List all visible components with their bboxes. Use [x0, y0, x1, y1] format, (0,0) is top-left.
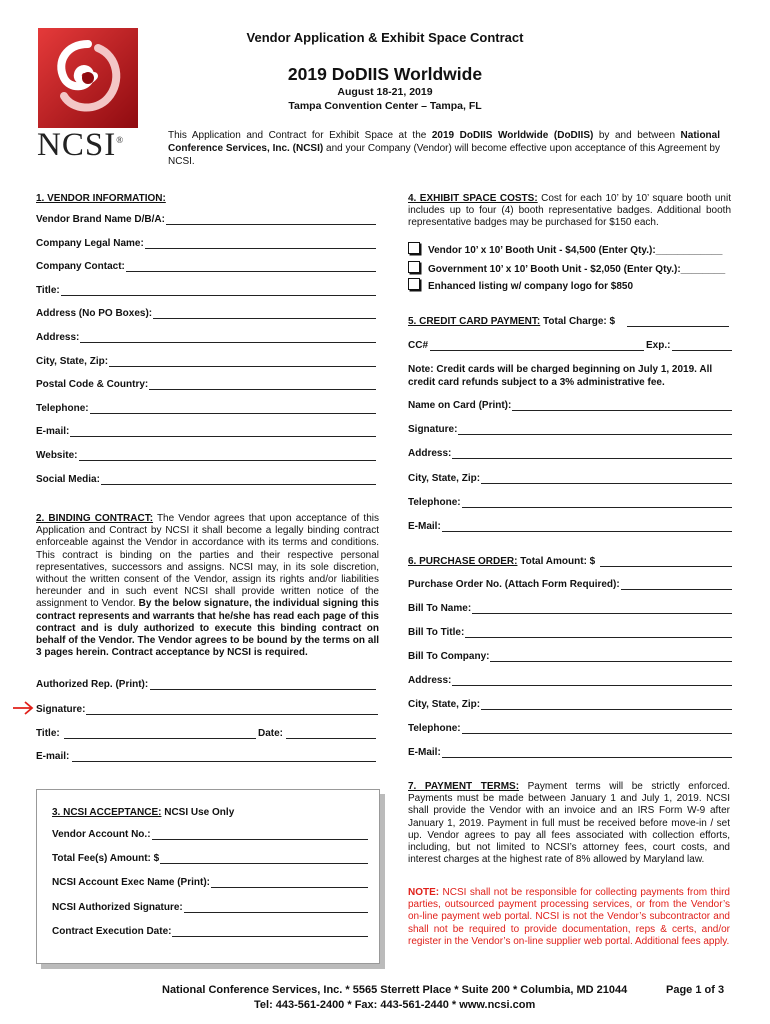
vendor-info-field[interactable] — [126, 271, 376, 272]
purchase-order-field[interactable] — [452, 685, 732, 686]
vendor-info-label: Company Contact: — [36, 261, 125, 273]
credit-card-field[interactable] — [442, 531, 732, 532]
purchase-order-label: Bill To Name: — [408, 603, 472, 614]
vendor-info-label: Vendor Brand Name D/B/A: — [36, 214, 165, 225]
acceptance-field[interactable] — [160, 863, 368, 864]
vendor-info-label: Social Media: — [36, 473, 100, 485]
acceptance-heading: 3. NCSI ACCEPTANCE: NCSI Use Only — [52, 807, 235, 818]
credit-card-field[interactable] — [462, 507, 732, 508]
credit-card-label: City, State, Zip: — [408, 472, 481, 484]
purchase-order-label: Address: — [408, 675, 452, 686]
vendor-info-label: Company Legal Name: — [36, 237, 144, 249]
arrow-icon — [13, 700, 35, 721]
page-number: Page 1 of 3 — [666, 984, 725, 996]
vendor-info-label: Website: — [36, 450, 78, 461]
purchase-order-label: E-Mail: — [408, 747, 441, 758]
email-field[interactable] — [72, 761, 376, 762]
email-label: E-mail: — [36, 751, 70, 762]
date-label: Date: — [258, 728, 284, 739]
checkbox-enhanced-listing[interactable] — [408, 278, 420, 290]
vendor-info-field[interactable] — [109, 366, 376, 367]
payment-terms-paragraph: 7. PAYMENT TERMS: Payment terms will be strictly enforced. Payments must be made between January 1 and July 1, 2019. NCSI shall provide the Vendor with an invoice and an IRS Form W-9 after January 1, 2019. Payment in full must be received before move-in / set up. Vendor agrees to pay all fees associated with collection efforts, including, but not limited to NCSI’s attorney fees, court costs, and interest charges at the highest rate of 8% allowed by Maryland law. — [408, 781, 730, 866]
vendor-info-label: Address: — [36, 332, 80, 343]
brand-text: NCSI — [37, 127, 117, 163]
purchase-order-heading: 6. PURCHASE ORDER: Total Amount: $ — [408, 556, 596, 567]
option-government-booth[interactable]: Government 10’ x 10’ Booth Unit - $2,050 (Enter Qty.):________ — [408, 261, 725, 275]
purchase-order-field[interactable] — [621, 589, 732, 590]
vendor-info-label: Postal Code & Country: — [36, 379, 149, 391]
title-label: Title: — [36, 728, 60, 739]
title-field[interactable] — [64, 738, 256, 739]
acceptance-label: Contract Execution Date: — [52, 925, 172, 937]
purchase-order-field[interactable] — [442, 757, 732, 758]
purchase-order-field[interactable] — [465, 637, 732, 638]
option-vendor-booth[interactable]: Vendor 10’ x 10’ Booth Unit - $4,500 (Enter Qty.):____________ — [408, 242, 722, 256]
credit-card-note: Note: Credit cards will be charged beginning on July 1, 2019. All credit card refunds subject to a 3% administrative fee. — [408, 364, 713, 388]
event-dates: August 18-21, 2019 — [337, 86, 433, 98]
vendor-info-label: Telephone: — [36, 402, 89, 414]
credit-card-field[interactable] — [481, 483, 732, 484]
signature-label: Signature: — [36, 704, 86, 715]
purchase-order-label: Telephone: — [408, 723, 461, 734]
cc-exp-label: Exp.: — [646, 340, 671, 351]
purchase-order-label: Bill To Title: — [408, 627, 465, 638]
acceptance-field[interactable] — [172, 936, 368, 937]
checkbox-vendor-booth[interactable] — [408, 242, 420, 254]
credit-card-heading: 5. CREDIT CARD PAYMENT: Total Charge: $ — [408, 316, 616, 327]
footer-address: National Conference Services, Inc. * 5565 Sterrett Place * Suite 200 * Columbia, MD 21044 — [162, 984, 628, 996]
purchase-order-label: City, State, Zip: — [408, 699, 481, 710]
vendor-info-field[interactable] — [70, 436, 376, 437]
vendor-info-field[interactable] — [166, 224, 376, 225]
vendor-info-heading: 1. VENDOR INFORMATION: — [36, 193, 166, 204]
vendor-info-field[interactable] — [101, 484, 376, 485]
event-venue: Tampa Convention Center – Tampa, FL — [288, 100, 482, 112]
vendor-info-field[interactable] — [61, 295, 376, 296]
event-title: 2019 DoDIIS Worldwide — [287, 64, 483, 84]
credit-card-field[interactable] — [452, 458, 732, 459]
purchase-order-label: Purchase Order No. (Attach Form Required): — [408, 579, 620, 590]
signature-field[interactable] — [86, 714, 378, 715]
purchase-order-field[interactable] — [481, 709, 732, 710]
purchase-order-field[interactable] — [462, 733, 732, 734]
credit-card-field[interactable] — [458, 434, 732, 435]
purchase-order-field[interactable] — [490, 661, 732, 662]
purchase-order-label: Bill To Company: — [408, 651, 490, 662]
date-field[interactable] — [286, 738, 376, 739]
credit-card-label: Name on Card (Print): — [408, 400, 512, 411]
cc-number-field[interactable] — [430, 350, 644, 351]
credit-card-field[interactable] — [512, 410, 732, 411]
acceptance-field[interactable] — [184, 912, 368, 913]
acceptance-label: Vendor Account No.: — [52, 829, 151, 840]
brand-mark: ® — [116, 135, 125, 145]
intro-paragraph: This Application and Contract for Exhibit Space at the 2019 DoDIIS Worldwide (DoDIIS) by and between National Conference Services, Inc. (NCSI) and your Company (Vendor) will become effective upon acceptance of this Agreement by NCSI. — [168, 130, 720, 167]
cc-number-label: CC# — [408, 340, 429, 351]
acceptance-label: NCSI Authorized Signature: — [52, 901, 183, 913]
vendor-info-label: E-mail: — [36, 426, 70, 438]
vendor-info-label: Address (No PO Boxes): — [36, 308, 153, 320]
credit-card-label: Signature: — [408, 424, 458, 436]
vendor-info-field[interactable] — [145, 248, 376, 249]
purchase-order-total-field[interactable] — [600, 566, 732, 567]
vendor-info-field[interactable] — [149, 389, 376, 390]
vendor-info-field[interactable] — [80, 342, 376, 343]
acceptance-label: Total Fee(s) Amount: $ — [52, 853, 160, 865]
purchase-order-field[interactable] — [472, 613, 732, 614]
credit-card-total-field[interactable] — [627, 326, 729, 327]
exhibit-costs-paragraph: 4. EXHIBIT SPACE COSTS: Cost for each 10’ by 10’ square booth unit includes up to four (4) booth representative badges. Additional booth representative badges may be purchased for $150 each. — [408, 193, 731, 229]
acceptance-field[interactable] — [152, 839, 368, 840]
authorized-rep-label: Authorized Rep. (Print): — [36, 679, 149, 690]
checkbox-government-booth[interactable] — [408, 261, 420, 273]
credit-card-label: Address: — [408, 448, 452, 460]
vendor-info-field[interactable] — [153, 318, 376, 319]
ncsi-wordmark — [37, 127, 124, 164]
credit-card-label: E-Mail: — [408, 521, 441, 532]
payment-terms-note: NOTE: NCSI shall not be responsible for collecting payments from third parties, outsourced payment processing services, or from the Vendor’s on-line payment web portal. NCSI is not the Vendor’s subcontractor and shall not be required to provide documentation, reps & certs, and/or register in the Vendor’s on-line supplier web portal. Additional fees apply. — [408, 887, 730, 947]
acceptance-field[interactable] — [211, 887, 368, 888]
vendor-info-field[interactable] — [90, 413, 376, 414]
footer-contact: Tel: 443-561-2400 * Fax: 443-561-2440 * www.ncsi.com — [254, 999, 536, 1011]
authorized-rep-field[interactable] — [150, 689, 376, 690]
acceptance-label: NCSI Account Exec Name (Print): — [52, 877, 210, 889]
vendor-info-field[interactable] — [79, 460, 376, 461]
vendor-info-label: Title: — [36, 284, 60, 296]
option-enhanced-listing[interactable]: Enhanced listing w/ company logo for $850 — [408, 278, 633, 292]
doc-title: Vendor Application & Exhibit Space Contract — [246, 30, 524, 45]
binding-contract-paragraph: 2. BINDING CONTRACT: The Vendor agrees that upon acceptance of this Application and Contract by NCSI it shall become a legally binding contract enforceable against the Vendor in accordance with its terms and conditions. This contract is binding on the parties and their respective personal representatives, successors and assigns. NCSI may, in its sole discretion, without the written consent of the Vendor, assign its rights and/or liabilities hereunder and in such event NCSI shall provide written notice of the assignment to Vendor. By the below signature, the individual signing this contract represents and warrants that he/she has read each page of this contract and is duly authorized to execute this binding contract on behalf of the Vendor. The Vendor agrees to be bound by the terms on all 3 pages herein. Contract acceptance by NCSI is required. — [36, 513, 379, 659]
vendor-info-label: City, State, Zip: — [36, 355, 109, 367]
cc-exp-field[interactable] — [672, 350, 732, 351]
credit-card-label: Telephone: — [408, 496, 461, 508]
